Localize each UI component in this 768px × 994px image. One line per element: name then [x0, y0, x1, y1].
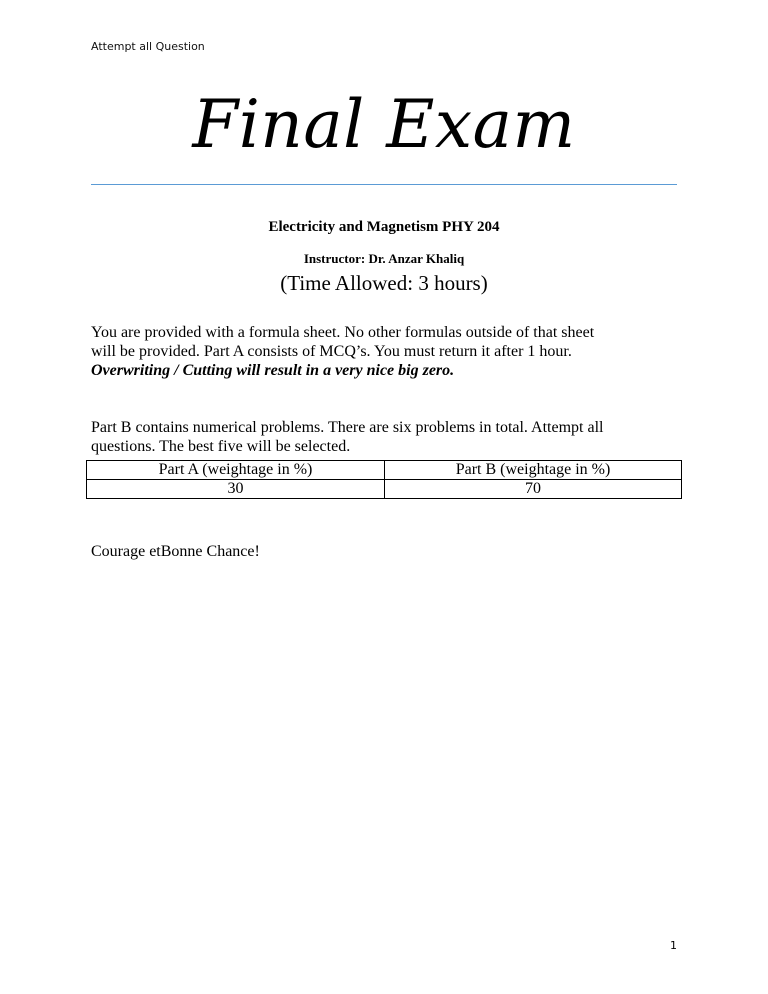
instructions-line: Part B contains numerical problems. There are six problems in total. Attempt all: [91, 419, 604, 436]
closing-text: Courage etBonne Chance!: [91, 543, 260, 560]
page-number: 1: [670, 939, 677, 952]
title-divider: [91, 184, 677, 185]
header-note: Attempt all Question: [91, 40, 205, 53]
table-header-row: [87, 461, 682, 480]
table-header-cell: Part B (weightage in %): [385, 461, 682, 480]
instructions-line: You are provided with a formula sheet. No other formulas outside of that sheet: [91, 324, 595, 341]
instructions-paragraph-2: [91, 418, 691, 456]
table-cell: 30: [87, 480, 385, 499]
table-header-cell: Part A (weightage in %): [87, 461, 385, 480]
course-name: Electricity and Magnetism PHY 204: [268, 219, 500, 235]
instructions-paragraph-1: [91, 323, 691, 380]
instructor-name: Instructor: Dr. Anzar Khaliq: [303, 251, 465, 266]
table-row: [87, 480, 682, 499]
page-title: Final Exam: [192, 86, 576, 163]
time-allowed: (Time Allowed: 3 hours): [280, 271, 488, 295]
warning-text: Overwriting / Cutting will result in a very nice big zero.: [91, 362, 455, 379]
instructions-line: questions. The best five will be selected.: [91, 438, 351, 455]
instructions-line: will be provided. Part A consists of MCQ’s. You must return it after 1 hour.: [91, 343, 572, 360]
weightage-table: [86, 460, 682, 499]
table-cell: 70: [385, 480, 682, 499]
